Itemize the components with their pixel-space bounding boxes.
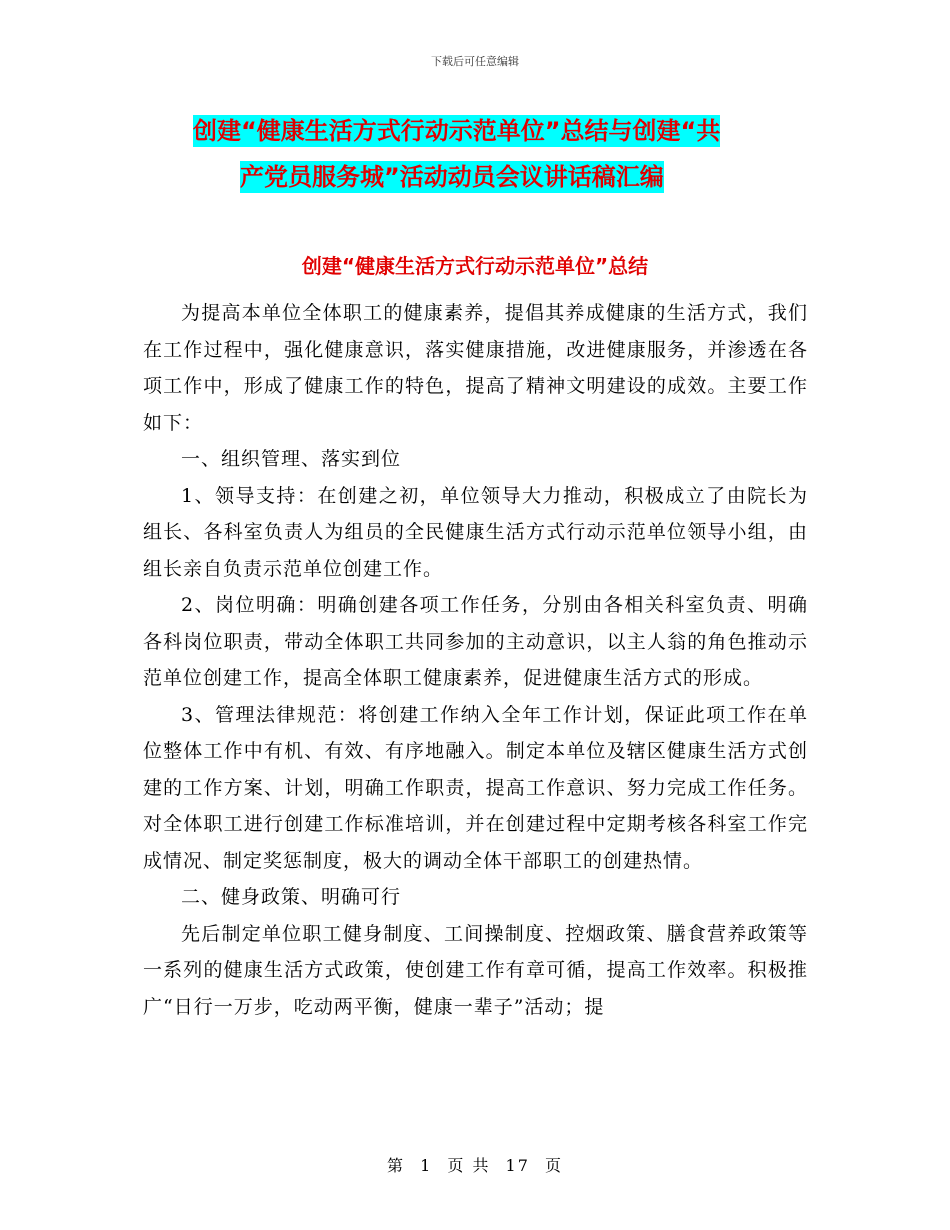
section-heading: 一、组织管理、落实到位 [181,448,402,470]
footer-middle: 页 共 [447,1156,491,1175]
paragraph: 3、管理法律规范：将创建工作纳入全年工作计划，保证此项工作在单位整体工作中有机、有效、有序地融入。制定本单位及辖区健康生活方式创建的工作方案、计划，明确工作职责，提高工作意识、努力完成工作任务。对全体职工进行创建工作标准培训，并在创建过程中定期考核各科室工作完成情况、制定奖惩制度，极大的调动全体干部职工的创建热情。 [143,703,808,872]
footer-total-pages: 17 [505,1156,530,1175]
document-title [150,108,810,200]
section-heading: 二、健身政策、明确可行 [181,886,402,908]
footer-suffix: 页 [545,1156,564,1175]
paragraph: 1、领导支持：在创建之初，单位领导大力推动，积极成立了由院长为组长、各科室负责人为组员的全民健康生活方式行动示范单位领导小组，由组长亲自负责示范单位创建工作。 [143,484,808,580]
paragraph: 先后制定单位职工健身制度、工间操制度、控烟政策、膳食营养政策等一系列的健康生活方式政策，使创建工作有章可循，提高工作效率。积极推广“日行一万步，吃动两平衡，健康一辈子”活动；提 [143,922,808,1018]
paragraph: 为提高本单位全体职工的健康素养，提倡其养成健康的生活方式，我们在工作过程中，强化健康意识，落实健康措施，改进健康服务，并渗透在各项工作中，形成了健康工作的特色，提高了精神文明建设的成效。主要工作如下： [143,302,808,434]
page-footer [0,1153,950,1176]
section-subtitle: 创建“健康生活方式行动示范单位”总结 [301,254,649,278]
footer-prefix: 第 [386,1156,405,1175]
title-line-1: 创建“健康生活方式行动示范单位”总结与创建“共 [193,117,721,145]
page-header-note: 下载后可任意编辑 [431,55,519,68]
title-line-2: 产党员服务城”活动动员会议讲话稿汇编 [240,163,664,191]
body-text [143,295,808,1025]
paragraph: 2、岗位明确：明确创建各项工作任务，分别由各相关科室负责、明确各科岗位职责，带动全体职工共同参加的主动意识，以主人翁的角色推动示范单位创建工作，提高全体职工健康素养，促进健康生活方式的形成。 [143,594,808,689]
footer-page-number: 1 [420,1156,433,1175]
